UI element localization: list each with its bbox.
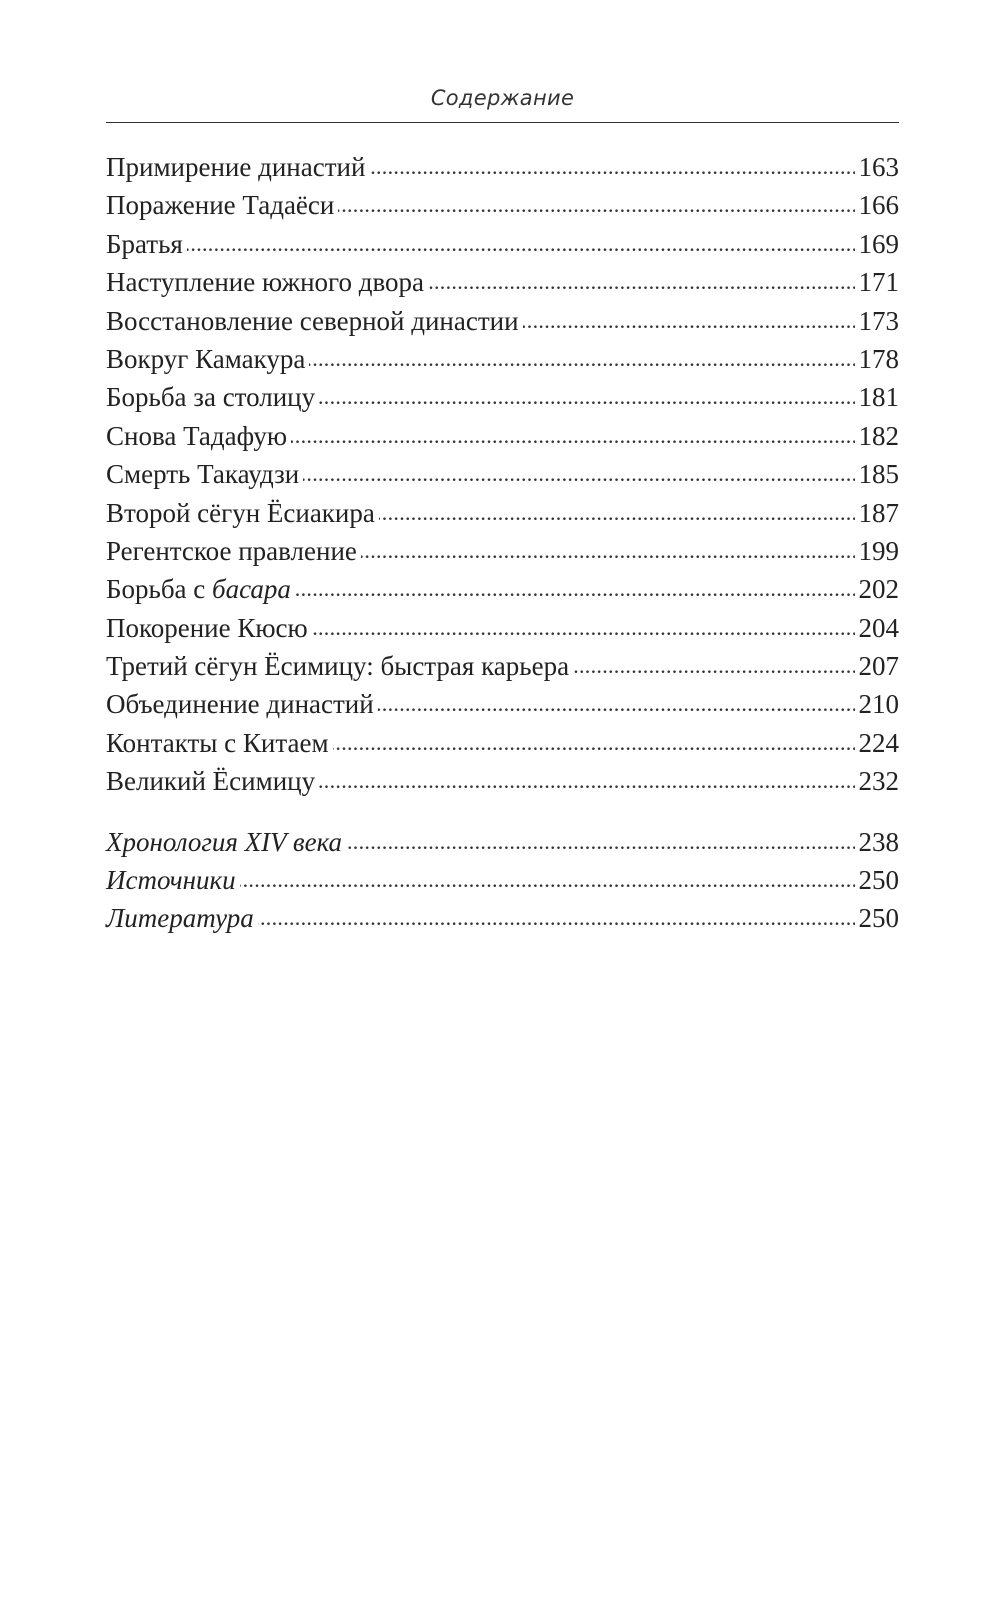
toc-entry	[106, 570, 899, 608]
dot-leader	[240, 861, 855, 899]
toc-entry-page: 250	[858, 903, 899, 934]
header-rule	[106, 122, 899, 123]
toc-entry-title: Примирение династий	[106, 152, 366, 182]
toc-entry-title: Хронология XIV века	[106, 826, 343, 857]
toc-entry-title	[106, 570, 291, 608]
toc-entry	[106, 685, 899, 723]
toc-entry-title: Покорение Кюсю	[106, 612, 308, 643]
toc-entry-title: Контакты с Китаем	[106, 727, 329, 758]
dot-leader	[379, 494, 855, 532]
toc-entry-title: Восстановление северной династии	[106, 305, 519, 336]
toc-entry-page: 173	[858, 305, 899, 336]
toc-entry-title: Регентское правление	[106, 535, 357, 566]
toc-entry	[106, 340, 899, 378]
toc-appendix-entry	[106, 899, 899, 937]
toc-entry-title: Наступление южного двора	[106, 267, 424, 298]
toc-entry-title-prefix: Борьба с	[106, 574, 213, 605]
toc-entry	[106, 762, 899, 800]
toc-entry-page: 238	[858, 826, 899, 857]
toc-entry	[106, 186, 899, 224]
toc-entry-page: 199	[858, 535, 899, 566]
toc-entry-page: 182	[858, 420, 899, 451]
dot-leader	[378, 685, 855, 723]
section-gap	[106, 801, 899, 823]
toc-entry	[106, 263, 899, 301]
toc-entry-title: Великий Ёсимицу	[106, 766, 316, 797]
toc-entry-title: Борьба за столицу	[106, 382, 316, 413]
dot-leader	[312, 609, 855, 647]
toc-entry-title: Третий сёгун Ёсимицу: быстрая карьера	[106, 651, 570, 682]
toc-entry	[106, 724, 899, 762]
dot-leader	[361, 532, 855, 570]
toc-entry	[106, 417, 899, 455]
toc-entry	[106, 225, 899, 263]
toc-entry-title: Вокруг Камакура	[106, 343, 306, 374]
toc-entry-page: 210	[858, 689, 899, 720]
table-of-contents	[106, 148, 899, 938]
toc-entry-title: Смерть Такаудзи	[106, 459, 300, 490]
dot-leader	[523, 302, 855, 340]
toc-entry	[106, 302, 899, 340]
toc-entry-page: 224	[858, 727, 899, 758]
toc-entry	[106, 148, 899, 186]
toc-entry-page: 232	[858, 766, 899, 797]
dot-leader	[346, 823, 854, 861]
toc-entry-title: Братья	[106, 228, 183, 259]
toc-entry-page: 178	[858, 343, 899, 374]
toc-entry	[106, 494, 899, 532]
toc-entry-page: 171	[858, 267, 899, 298]
toc-entry-title: Поражение Тадаёси	[106, 190, 335, 221]
dot-leader	[258, 899, 855, 937]
toc-entry	[106, 647, 899, 685]
toc-entry-page: 181	[858, 382, 899, 413]
toc-entry-title: Литература	[106, 903, 254, 934]
toc-entry-title: Источники	[106, 865, 236, 896]
toc-entry-title-italic: басара	[212, 574, 291, 605]
dot-leader	[333, 724, 855, 762]
toc-entry-page: 202	[858, 574, 899, 605]
toc-entry	[106, 609, 899, 647]
toc-appendix-entry	[106, 861, 899, 899]
toc-entry-title: Объединение династий	[106, 689, 374, 720]
toc-entry-page: 166	[858, 190, 899, 221]
dot-leader	[187, 225, 855, 263]
toc-entry	[106, 378, 899, 416]
toc-entry-page: 207	[858, 651, 899, 682]
toc-entry-page: 163	[858, 152, 899, 182]
toc-entry-title: Второй сёгун Ёсиакира	[106, 497, 375, 528]
toc-entry-page: 169	[858, 228, 899, 259]
toc-entry	[106, 455, 899, 493]
dot-leader	[338, 186, 854, 224]
dot-leader	[303, 455, 854, 493]
toc-entry-page: 185	[858, 459, 899, 490]
running-header: Содержание	[430, 86, 575, 110]
dot-leader	[319, 762, 854, 800]
dot-leader	[295, 570, 855, 608]
toc-entry	[106, 532, 899, 570]
dot-leader	[428, 263, 855, 301]
toc-appendix-entry	[106, 823, 899, 861]
dot-leader	[309, 340, 854, 378]
toc-entry-title: Снова Тадафую	[106, 420, 288, 451]
toc-entry-page: 204	[858, 612, 899, 643]
dot-leader	[573, 647, 854, 685]
toc-entry-page: 187	[858, 497, 899, 528]
dot-leader	[369, 148, 854, 186]
toc-entry-page: 250	[858, 865, 899, 896]
dot-leader	[319, 378, 854, 416]
dot-leader	[291, 417, 854, 455]
